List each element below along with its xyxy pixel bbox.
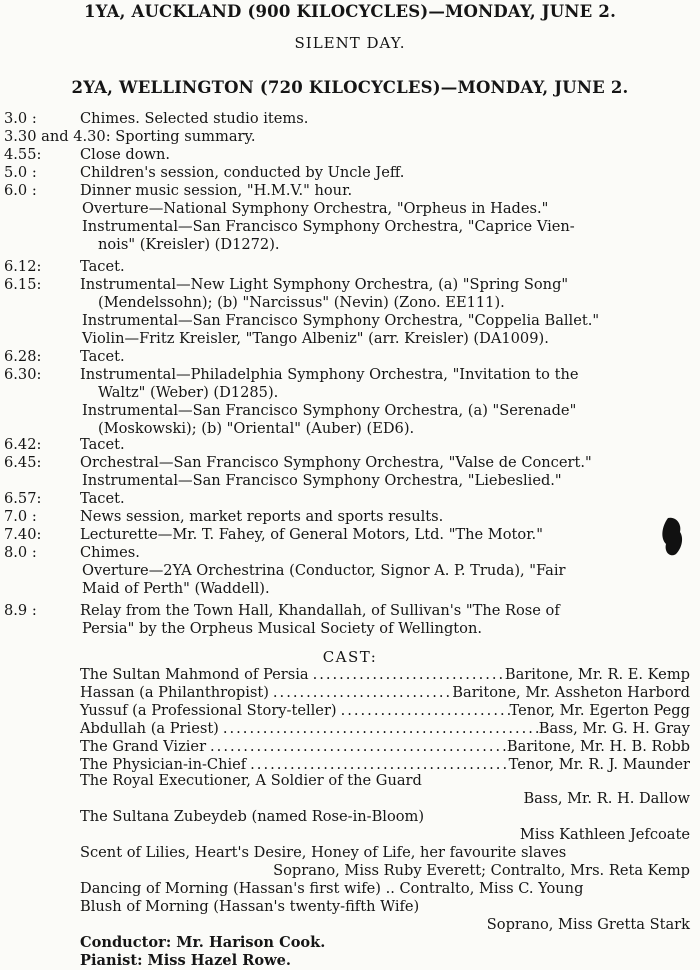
cast-leader-dots: [269, 684, 452, 701]
cast-role: The Sultan Mahmond of Persia: [80, 666, 309, 683]
cast-leader-dots: [309, 666, 505, 683]
program-text: Persia" by the Orpheus Musical Society of Wellington.: [82, 620, 482, 637]
cast-actor: Baritone, Mr. R. E. Kemp: [504, 666, 690, 683]
program-text: Tacet.: [80, 258, 125, 275]
program-time: 7.0 :: [4, 508, 37, 525]
cast-role: The Grand Vizier: [80, 738, 207, 755]
program-text: Violin—Fritz Kreisler, "Tango Albeniz" (arr. Kreisler) (DA1009).: [82, 330, 549, 347]
program-time: 8.0 :: [4, 544, 37, 561]
program-text: Instrumental—San Francisco Symphony Orchestra, (a) "Serenade": [82, 402, 577, 419]
cast-actor: Baritone, Mr. H. B. Robb: [506, 738, 690, 755]
program-time: 6.12:: [4, 258, 42, 275]
cast-line-sultana: The Sultana Zubeydeb (named Rose-in-Bloom): [80, 808, 425, 825]
cast-line-blush: Blush of Morning (Hassan's twenty-fifth Wife): [80, 898, 420, 915]
program-time: 6.45:: [4, 454, 42, 471]
program-text: (Mendelssohn); (b) "Narcissus" (Nevin) (Zono. EE111).: [98, 294, 505, 311]
program-time: 6.57:: [4, 490, 42, 507]
station-2ya-header: 2YA, WELLINGTON (720 KILOCYCLES)—MONDAY, JUNE 2.: [71, 78, 629, 97]
program-time: 4.55:: [4, 146, 42, 163]
program-time: 6.28:: [4, 348, 42, 365]
cast-actor-sultana: Miss Kathleen Jefcoate: [519, 826, 690, 843]
cast-actor: Tenor, Mr. R. J. Maunder: [508, 756, 690, 773]
cast-actor-blush: Soprano, Miss Gretta Stark: [486, 916, 690, 933]
program-text: News session, market reports and sports results.: [80, 508, 444, 525]
cast-line-executioner: The Royal Executioner, A Soldier of the Guard: [80, 772, 422, 789]
program-time: 6.0 :: [4, 182, 37, 199]
cast-row: [80, 702, 690, 719]
program-text: Overture—National Symphony Orchestra, "Orpheus in Hades.": [82, 200, 549, 217]
cast-leader-dots: [206, 738, 507, 755]
program-text: Orchestral—San Francisco Symphony Orchestra, "Valse de Concert.": [80, 454, 592, 471]
cast-actor-slaves: Soprano, Miss Ruby Everett; Contralto, Mrs. Reta Kemp: [273, 862, 690, 879]
cast-actor: Baritone, Mr. Assheton Harbord: [452, 684, 690, 701]
program-text: Instrumental—Philadelphia Symphony Orchestra, "Invitation to the: [80, 366, 579, 383]
program-text: Tacet.: [80, 348, 125, 365]
program-time: 5.0 :: [4, 164, 37, 181]
cast-row: [80, 756, 690, 773]
cast-leader-dots: [337, 702, 510, 719]
cast-row: [80, 720, 690, 737]
pianist-line: Pianist: Miss Hazel Rowe.: [80, 952, 291, 969]
program-text: Close down.: [80, 146, 171, 163]
program-time: 6.30:: [4, 366, 42, 383]
program-text: 3.30 and 4.30: Sporting summary.: [4, 128, 256, 145]
cast-role: Yussuf (a Professional Story-teller): [80, 702, 337, 719]
program-text: Tacet.: [80, 436, 125, 453]
cast-row: [80, 684, 690, 701]
program-text: Lecturette—Mr. T. Fahey, of General Motors, Ltd. "The Motor.": [80, 526, 543, 543]
program-text: (Moskowski); (b) "Oriental" (Auber) (ED6).: [98, 420, 415, 437]
program-text: Relay from the Town Hall, Khandallah, of Sullivan's "The Rose of: [80, 602, 560, 619]
program-text: Chimes.: [80, 544, 140, 561]
program-text: Instrumental—San Francisco Symphony Orchestra, "Caprice Vien-: [82, 218, 575, 235]
program-time: 6.42:: [4, 436, 42, 453]
silent-day-note: SILENT DAY.: [294, 34, 406, 52]
cast-actor: Bass, Mr. G. H. Gray: [538, 720, 690, 737]
cast-actor-executioner: Bass, Mr. R. H. Dallow: [523, 790, 690, 807]
cast-leader-dots: [246, 756, 509, 773]
program-text: Dinner music session, "H.M.V." hour.: [80, 182, 353, 199]
cast-row: [80, 738, 690, 755]
cast-actor: Tenor, Mr. Egerton Pegg: [509, 702, 690, 719]
program-text: Children's session, conducted by Uncle Jeff.: [80, 164, 405, 181]
ink-blot-mark: [656, 516, 686, 558]
cast-line-dancing: Dancing of Morning (Hassan's first wife) .. Contralto, Miss C. Young: [80, 880, 584, 897]
program-text: Chimes. Selected studio items.: [80, 110, 309, 127]
cast-leader-dots: [219, 720, 539, 737]
program-time: 7.40:: [4, 526, 42, 543]
program-text: Instrumental—San Francisco Symphony Orchestra, "Liebeslied.": [82, 472, 562, 489]
program-text: Overture—2YA Orchestrina (Conductor, Signor A. P. Truda), "Fair: [82, 562, 566, 579]
program-text: Tacet.: [80, 490, 125, 507]
program-time: 6.15:: [4, 276, 42, 293]
program-text: nois" (Kreisler) (D1272).: [98, 236, 280, 253]
program-time: 3.0 :: [4, 110, 37, 127]
program-text: Waltz" (Weber) (D1285).: [98, 384, 279, 401]
program-text: Instrumental—San Francisco Symphony Orchestra, "Coppelia Ballet.": [82, 312, 600, 329]
program-text: Instrumental—New Light Symphony Orchestra, (a) "Spring Song": [80, 276, 569, 293]
program-time: 8.9 :: [4, 602, 37, 619]
cast-role: Abdullah (a Priest): [80, 720, 219, 737]
cast-title: CAST:: [322, 648, 378, 666]
cast-role: Hassan (a Philanthropist): [80, 684, 269, 701]
cast-row: [80, 666, 690, 683]
program-text: Maid of Perth" (Waddell).: [82, 580, 270, 597]
conductor-line: Conductor: Mr. Harison Cook.: [80, 934, 326, 951]
cast-line-slaves: Scent of Lilies, Heart's Desire, Honey of Life, her favourite slaves: [80, 844, 567, 861]
cast-role: The Physician-in-Chief: [80, 756, 247, 773]
station-1ya-header: 1YA, AUCKLAND (900 KILOCYCLES)—MONDAY, JUNE 2.: [83, 2, 617, 21]
